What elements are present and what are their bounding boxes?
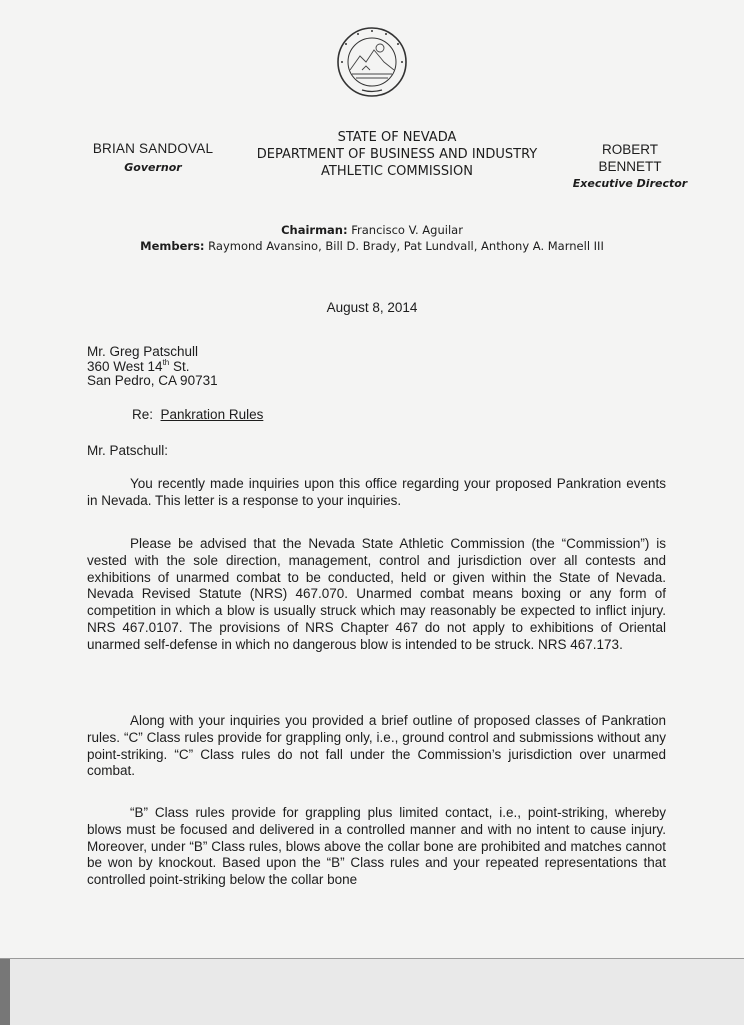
governor-name: BRIAN SANDOVAL (92, 141, 214, 156)
governor-title: Governor (124, 161, 182, 174)
body-paragraph: You recently made inquiries upon this office regarding your proposed Pankration events in Nevada. This letter is a response to your inquiries. (87, 476, 666, 508)
body-paragraph: “B” Class rules provide for grappling plus limited contact, i.e., point-striking, whereby blows must be focused and delivered in a controlled manner and with no intent to cause injury. Moreover, under “B” Class rules, blows above the collar bone are prohibited and matches cannot be won by knockout. Based upon the “B” Class rules and your repeated representations that controlled point-striking below the collar bone (87, 805, 666, 888)
chairman-name: Francisco V. Aguilar (351, 223, 463, 237)
recipient-city: San Pedro, CA 90731 (87, 373, 218, 388)
letter-date: August 8, 2014 (326, 300, 418, 315)
body-paragraph: Please be advised that the Nevada State Athletic Commission (the “Commission”) is vested with the sole direction, management, control and jurisdiction over all contests and exhibitions of unarmed combat to be conducted, held or given within the State of Nevada. Nevada Revised Statute (NRS) 467.070. Unarmed combat means boxing or any form of competition in which a blow is usually struck which may reasonably be expected to inflict injury. NRS 467.0107. The provisions of NRS Chapter 467 do not apply to exhibitions of Oriental unarmed self-defense in which no dangerous blow is intended to be struck. NRS 467.173. (87, 536, 666, 652)
director-title: Executive Director (572, 177, 688, 190)
director-block (560, 141, 700, 190)
recipient-name: Mr. Greg Patschull (87, 344, 199, 359)
department-block (232, 129, 562, 180)
state-name: STATE OF NEVADA (337, 130, 457, 145)
members-names: Raymond Avansino, Bill D. Brady, Pat Lundvall, Anthony A. Marnell III (208, 239, 604, 253)
body-paragraph: Along with your inquiries you provided a brief outline of proposed classes of Pankration rules. “C” Class rules provide for grappling only, i.e., ground control and submissions without any point-striking. “C” Class rules do not fall under the Commission’s jurisdiction over unarmed combat. (87, 713, 666, 779)
re-label: Re: (132, 407, 154, 422)
department-name: DEPARTMENT OF BUSINESS AND INDUSTRY (256, 147, 538, 162)
governor-block (88, 141, 218, 174)
director-first-name: ROBERT (601, 142, 658, 157)
commission-name: ATHLETIC COMMISSION (321, 164, 473, 179)
scanner-bed-margin (0, 958, 744, 1025)
nevada-state-seal-icon (336, 26, 408, 98)
chairman-line (0, 223, 744, 237)
recipient-street: 360 West 14th St. (87, 357, 190, 374)
re-subject: Pankration Rules (160, 407, 264, 422)
director-last-name: BENNETT (598, 159, 662, 174)
members-line (0, 239, 744, 253)
members-label: Members: (140, 239, 205, 253)
recipient-address (87, 345, 218, 389)
scanner-edge (0, 959, 10, 1025)
chairman-label: Chairman: (281, 223, 348, 237)
re-line (132, 407, 263, 422)
salutation: Mr. Patschull: (87, 443, 169, 458)
